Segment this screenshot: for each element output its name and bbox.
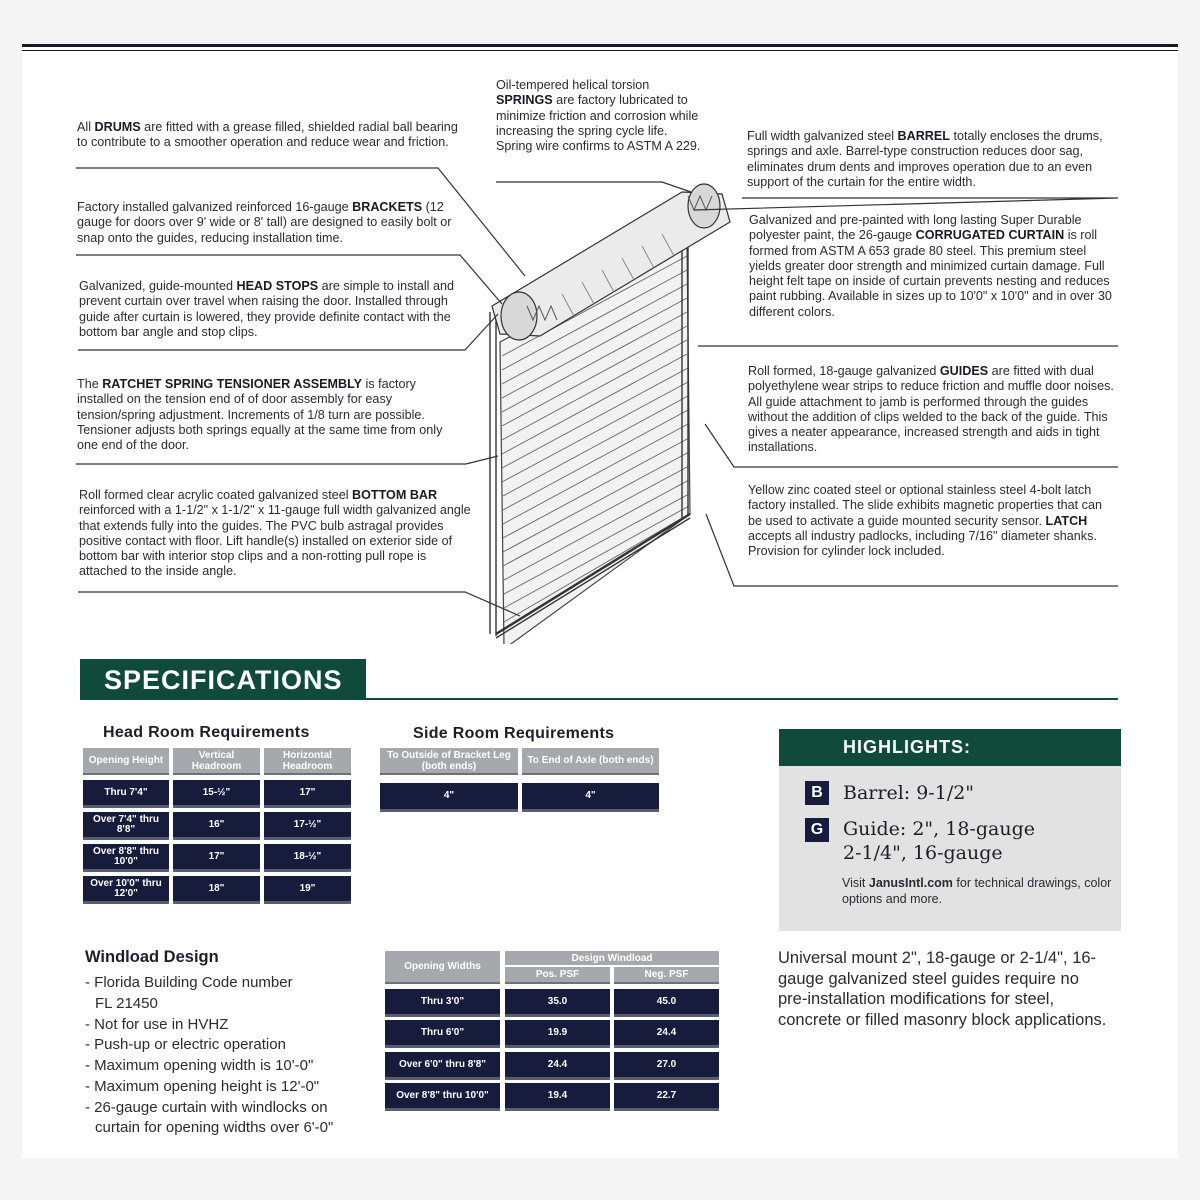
head-room-header: Horizontal Headroom bbox=[264, 748, 351, 775]
callout-latch: Yellow zinc coated steel or optional stainless steel 4-bolt latch factory installed. The slide exhibits magnetic properties that can be used to activate a guide mounted security sensor. LATCH accepts all industry padlocks, including 7/16" diameter shanks. Provision for cylinder lock included. bbox=[748, 483, 1102, 559]
windload-item: - Florida Building Code number bbox=[85, 974, 293, 991]
callout-curtain: Galvanized and pre-painted with long lasting Super Durable polyester paint, the 26-gauge CORRUGATED CURTAIN is roll formed from ASTM A 653 grade 80 steel. This premium steel yields greater door strength and minimized curtain damage. Full height felt tape on inside of curtain prevents nesting and reduces paint rubbing. Available in sizes up to 10'0" x 10'0" and in over 30 different colors. bbox=[749, 213, 1112, 319]
guide-badge: G bbox=[805, 818, 829, 842]
guide-spec-line1: Guide: 2", 18-gauge bbox=[843, 818, 1035, 840]
head-room-header: Opening Height bbox=[83, 748, 169, 775]
callout-head-stops: Galvanized, guide-mounted HEAD STOPS are simple to install and prevent curtain over travel when raising the door. Installed through guide after curtain is lowered, they provide definite contact with the bottom bar angle and stop clips. bbox=[79, 279, 454, 339]
callout-ratchet: The RATCHET SPRING TENSIONER ASSEMBLY is factory installed on the tension end of of door assembly for easy tension/spring adjustment. Increments of 1/8 turn are possible. Tensioner adjusts both springs equally at the same time from only one end of the door. bbox=[77, 377, 443, 453]
table-cell: Over 7'4" thru 8'8" bbox=[83, 812, 169, 840]
windload-item: - Maximum opening width is 10'-0" bbox=[85, 1057, 314, 1074]
table-cell: Over 8'8" thru 10'0" bbox=[385, 1083, 500, 1111]
callout-bottom-bar: Roll formed clear acrylic coated galvanized steel BOTTOM BAR reinforced with a 1-1/2" x 1-1/2" x 11-gauge full width galvanized angle that extends fully into the guides. The PVC bulb astragal provides positive contact with floor. Lift handle(s) installed on exterior side of bottom bar with interior stop clips and a non-rotting pull rope is attached to the inside angle. bbox=[79, 488, 471, 579]
side-room-title: Side Room Requirements bbox=[413, 725, 615, 742]
table-cell: 24.4 bbox=[505, 1052, 610, 1080]
table-cell: 17" bbox=[264, 780, 351, 808]
barrel-badge: B bbox=[805, 781, 829, 805]
table-cell: 24.4 bbox=[614, 1020, 719, 1048]
table-cell: Thru 3'0" bbox=[385, 989, 500, 1017]
table-cell: 19.4 bbox=[505, 1083, 610, 1111]
windload-header: Opening Widths bbox=[385, 951, 500, 984]
specifications-heading: SPECIFICATIONS bbox=[80, 659, 366, 699]
table-cell: Over 8'8" thru 10'0" bbox=[83, 844, 169, 872]
guide-spec-line2: 2-1/4", 16-gauge bbox=[843, 842, 1003, 864]
table-cell: 15-½" bbox=[173, 780, 260, 808]
website-link[interactable]: JanusIntl.com bbox=[868, 876, 953, 890]
callout-guides: Roll formed, 18-gauge galvanized GUIDES are fitted with dual polyethylene wear strips to reduce friction and muffle door noises. All guide attachment to jamb is performed through the guides without the addition of clips welded to the back of the guide. This gives a neater appearance, increased strength and aids in tight installations. bbox=[748, 364, 1114, 455]
windload-item: - Push-up or electric operation bbox=[85, 1036, 286, 1053]
universal-mount-text: Universal mount 2", 18-gauge or 2-1/4", 16-gauge galvanized steel guides require no pre-installation modifications for steel, concrete or filled masonry block applications. bbox=[778, 949, 1107, 1029]
specifications-rule bbox=[80, 698, 1118, 700]
table-cell: 27.0 bbox=[614, 1052, 719, 1080]
table-cell: 16" bbox=[173, 812, 260, 840]
callout-barrel: Full width galvanized steel BARREL totally encloses the drums, springs and axle. Barrel-type construction reduces door sag, eliminates drum dents and improves operation due to an even support of the curtain for the entire width. bbox=[747, 129, 1103, 189]
table-cell: 4" bbox=[380, 783, 518, 812]
side-room-header: To Outside of Bracket Leg (both ends) bbox=[380, 748, 518, 775]
windload-item: FL 21450 bbox=[95, 995, 158, 1012]
head-room-title: Head Room Requirements bbox=[103, 724, 310, 741]
table-cell: Thru 7'4" bbox=[83, 780, 169, 808]
spec-sheet-page bbox=[22, 44, 1178, 1158]
visit-text: Visit JanusIntl.com for technical drawings, color options and more. bbox=[842, 876, 1112, 906]
table-cell: 18" bbox=[173, 876, 260, 904]
table-cell: Thru 6'0" bbox=[385, 1020, 500, 1048]
table-cell: 35.0 bbox=[505, 989, 610, 1017]
table-cell: 17" bbox=[173, 844, 260, 872]
highlights-title: HIGHLIGHTS: bbox=[779, 729, 1121, 766]
windload-item: curtain for opening widths over 6'-0" bbox=[95, 1119, 334, 1136]
barrel-spec: Barrel: 9-1/2" bbox=[843, 782, 975, 804]
table-cell: 19.9 bbox=[505, 1020, 610, 1048]
windload-item: - 26-gauge curtain with windlocks on bbox=[85, 1099, 328, 1116]
windload-header: Pos. PSF bbox=[505, 967, 610, 984]
highlights-box bbox=[779, 729, 1121, 931]
windload-header-group: Design Windload bbox=[505, 951, 719, 965]
head-room-header: Vertical Headroom bbox=[173, 748, 260, 775]
callout-springs: Oil-tempered helical torsion SPRINGS are factory lubricated to minimize friction and corrosion while increasing the spring cycle life. Spring wire confirms to ASTM A 229. bbox=[496, 78, 701, 154]
table-cell: 4" bbox=[522, 783, 659, 812]
windload-title: Windload Design bbox=[85, 948, 219, 966]
table-cell: 22.7 bbox=[614, 1083, 719, 1111]
table-cell: Over 10'0" thru 12'0" bbox=[83, 876, 169, 904]
callout-drums: All DRUMS are fitted with a grease filled, shielded radial ball bearing to contribute to a smoother operation and reduce wear and friction. bbox=[77, 120, 458, 150]
side-room-header: To End of Axle (both ends) bbox=[522, 748, 659, 775]
table-cell: 17-½" bbox=[264, 812, 351, 840]
windload-item: - Maximum opening height is 12'-0" bbox=[85, 1078, 320, 1095]
windload-header: Neg. PSF bbox=[614, 967, 719, 984]
windload-item: - Not for use in HVHZ bbox=[85, 1016, 229, 1033]
table-cell: 45.0 bbox=[614, 989, 719, 1017]
table-cell: Over 6'0" thru 8'8" bbox=[385, 1052, 500, 1080]
table-cell: 18-½" bbox=[264, 844, 351, 872]
table-cell: 19" bbox=[264, 876, 351, 904]
callout-brackets: Factory installed galvanized reinforced 16-gauge BRACKETS (12 gauge for doors over 9' wide or 8' tall) are designed to easily bolt or snap onto the guides, reducing installation time. bbox=[77, 200, 452, 245]
